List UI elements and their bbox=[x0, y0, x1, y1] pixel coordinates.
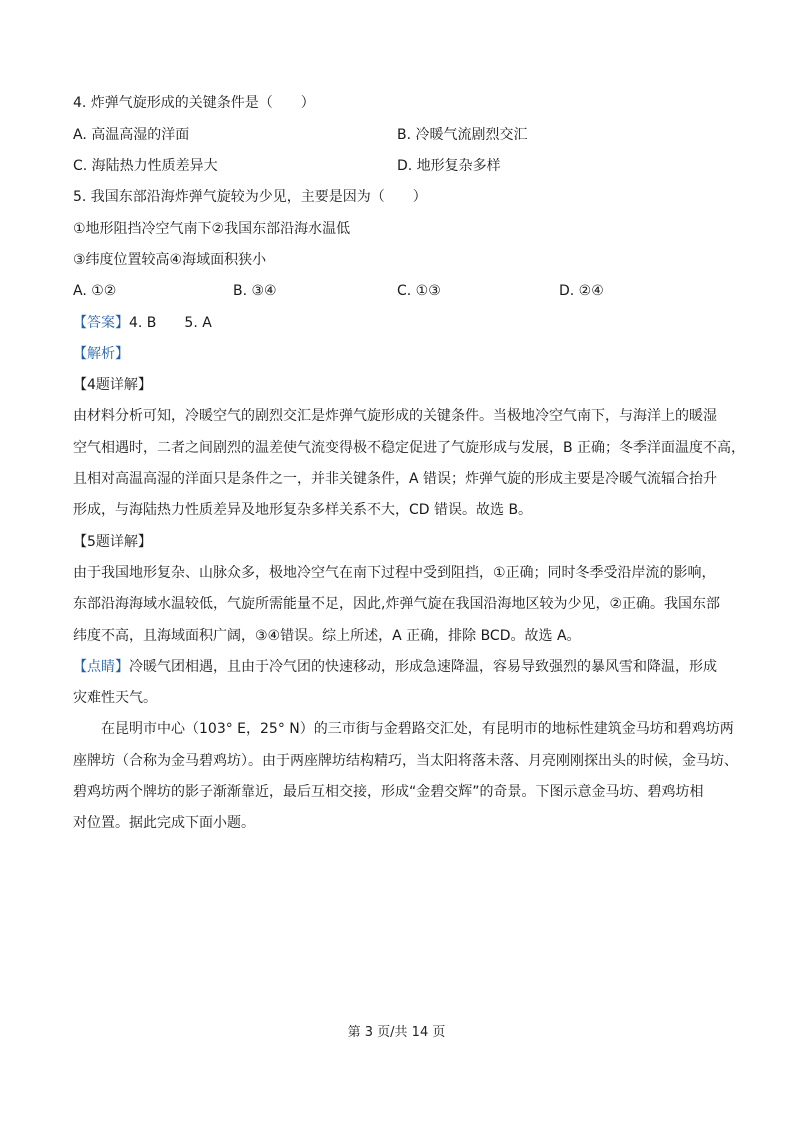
answer-text: 4. B 5. A bbox=[129, 315, 212, 331]
detail-5-line: 由于我国地形复杂、山脉众多，极地冷空气在南下过程中受到阻挡，①正确；同时冬季受沿岸流的影响， bbox=[73, 565, 716, 581]
question-5-option-a: A. ①② bbox=[73, 283, 117, 299]
tips-tag: 【点睛】 bbox=[73, 659, 129, 675]
detail-4-line: 由材料分析可知，冷暖空气的剧烈交汇是炸弹气旋形成的关键条件。当极地冷空气南下，与海洋上的暖湿 bbox=[73, 408, 717, 424]
question-5-option-c: C. ①③ bbox=[397, 283, 441, 299]
question-5-items-line1: ①地形阻挡冷空气南下②我国东部沿海水温低 bbox=[73, 221, 351, 237]
tips-text: 冷暖气团相遇，且由于冷气团的快速移动，形成急速降温，容易导致强烈的暴风雪和降温，形成 bbox=[129, 659, 717, 675]
detail-5-tag: 【5题详解】 bbox=[73, 534, 152, 550]
passage-line: 对位置。据此完成下面小题。 bbox=[73, 815, 255, 831]
question-4-option-b: B. 冷暖气流剧烈交汇 bbox=[397, 127, 528, 143]
detail-4-tag: 【4题详解】 bbox=[73, 377, 152, 393]
page-number: 第 3 页/共 14 页 bbox=[347, 1025, 446, 1040]
question-4-stem: 4. 炸弹气旋形成的关键条件是（ ） bbox=[73, 95, 315, 111]
detail-4-line: 且相对高温高湿的洋面只是条件之一，并非关键条件，A 错误；炸弹气旋的形成主要是冷暖气流辐合抬升 bbox=[73, 471, 718, 487]
question-5-items-line2: ③纬度位置较高④海域面积狭小 bbox=[73, 252, 267, 268]
question-4-option-c: C. 海陆热力性质差异大 bbox=[73, 158, 218, 174]
detail-4-line: 空气相遇时，二者之间剧烈的温差使气流变得极不稳定促进了气旋形成与发展，B 正确；冬季洋面温度不高， bbox=[73, 440, 746, 456]
detail-5-line: 东部沿海海域水温较低，气旋所需能量不足，因此,炸弹气旋在我国沿海地区较为少见，②正确。我国东部 bbox=[73, 596, 720, 612]
passage-line: 碧鸡坊两个牌坊的影子渐渐靠近，最后互相交接，形成“金碧交辉”的奇景。下图示意金马坊、碧鸡坊相 bbox=[73, 784, 704, 800]
passage-line: 座牌坊（合称为金马碧鸡坊）。由于两座牌坊结构精巧，当太阳将落未落、月亮刚刚探出头的时候，金马坊、 bbox=[73, 753, 738, 769]
tips-line bbox=[73, 657, 733, 677]
question-5-option-d: D. ②④ bbox=[559, 283, 604, 299]
question-5-option-b: B. ③④ bbox=[233, 283, 277, 299]
tips-line-2: 灾难性天气。 bbox=[73, 690, 157, 706]
answer-tag: 【答案】 bbox=[73, 315, 129, 331]
question-4-option-d: D. 地形复杂多样 bbox=[397, 158, 501, 174]
question-5-stem: 5. 我国东部沿海炸弹气旋较为少见，主要是因为（ ） bbox=[73, 189, 427, 205]
question-4-option-a: A. 高温高湿的洋面 bbox=[73, 127, 190, 143]
detail-5-line: 纬度不高，且海域面积广阔，③④错误。综上所述，A 正确，排除 BCD。故选 A。 bbox=[73, 628, 581, 644]
analysis-tag: 【解析】 bbox=[73, 346, 129, 362]
detail-4-line: 形成，与海陆热力性质差异及地形复杂多样关系不大，CD 错误。故选 B。 bbox=[73, 502, 533, 518]
answer-line bbox=[73, 313, 733, 333]
passage-line: 在昆明市中心（103° E，25° N）的三市街与金碧路交汇处，有昆明市的地标性建筑金马坊和碧鸡坊两 bbox=[101, 721, 734, 737]
